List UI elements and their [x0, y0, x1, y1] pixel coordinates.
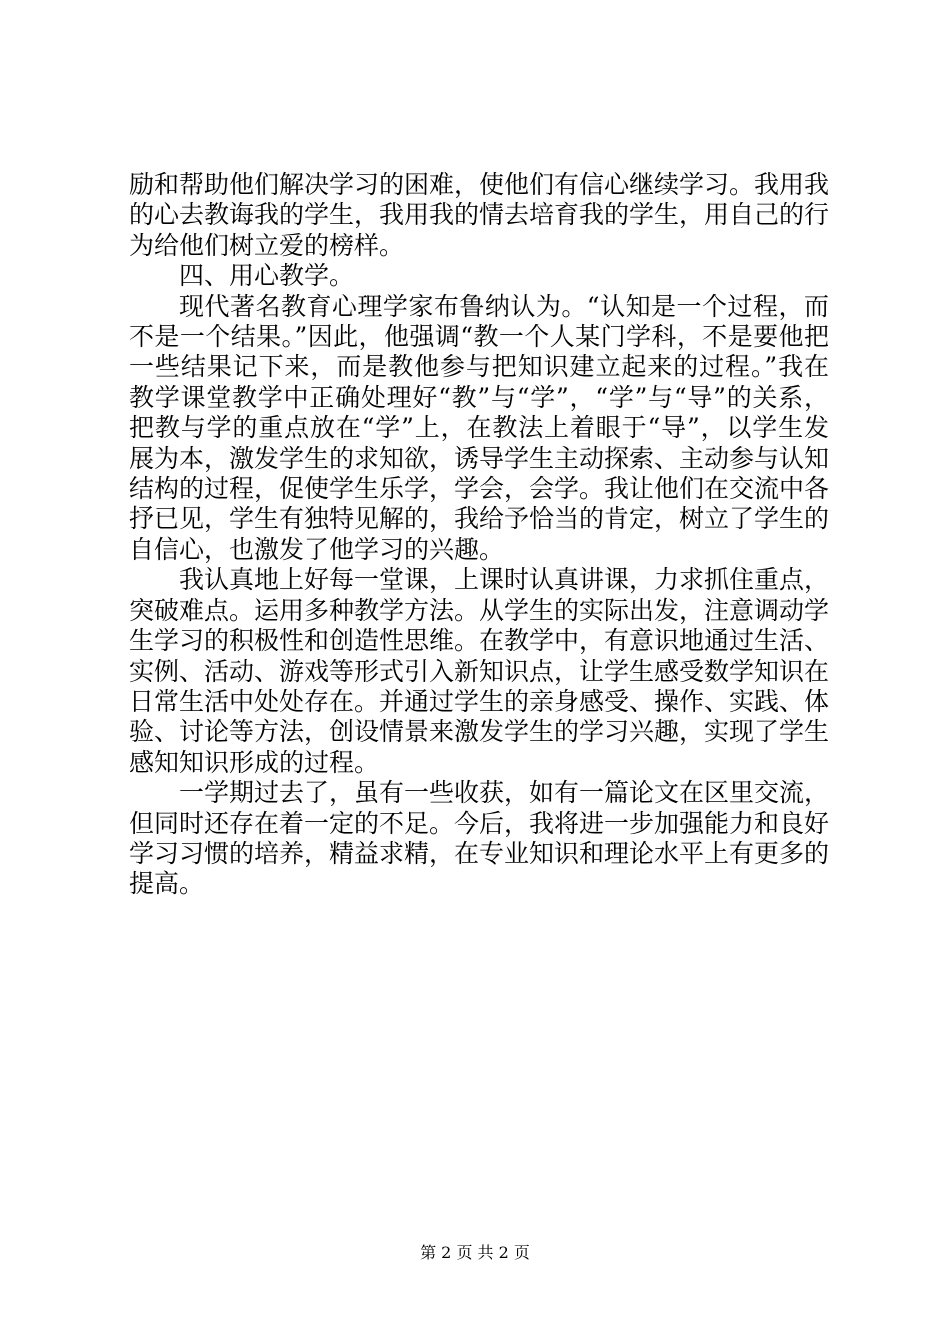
page-footer: 第 2 页 共 2 页	[420, 1243, 530, 1262]
paragraph-continuation: 励和帮助他们解决学习的困难，使他们有信心继续学习。我用我的心去教诲我的学生，我用我的情去培育我的学生，用自己的行为给他们树立爱的榜样。	[129, 170, 830, 260]
paragraph-bruner: 现代著名教育心理学家布鲁纳认为。“认知是一个过程，而不是一个结果。”因此，他强调“教一个人某门学科，不是要他把一些结果记下来，而是教他参与把知识建立起来的过程。”我在教学课堂教学中正确处理好“教”与“学”，“学”与“导”的关系，把教与学的重点放在“学”上，在教法上着眼于“导”，以学生发展为本，激发学生的求知欲，诱导学生主动探索、主动参与认知结构的过程，促使学生乐学，学会，会学。我让他们在交流中各抒已见，学生有独特见解的，我给予恰当的肯定，树立了学生的自信心，也激发了他学习的兴趣。	[129, 291, 830, 564]
section-heading: 四、用心教学。	[179, 261, 355, 291]
paragraph-summary: 一学期过去了，虽有一些收获，如有一篇论文在区里交流，但同时还存在着一定的不足。今后，我将进一步加强能力和良好学习习惯的培养，精益求精，在专业知识和理论水平上有更多的提高。	[129, 778, 830, 899]
paragraph-teaching-methods: 我认真地上好每一堂课，上课时认真讲课，力求抓住重点，突破难点。运用多种教学方法。从学生的实际出发，注意调动学生学习的积极性和创造性思维。在教学中，有意识地通过生活、实例、活动、游戏等形式引入新知识点，让学生感受数学知识在日常生活中处处存在。并通过学生的亲身感受、操作、实践、体验、讨论等方法，创设情景来激发学生的学习兴趣，实现了学生感知知识形成的过程。	[129, 565, 830, 777]
document-body	[129, 170, 829, 900]
